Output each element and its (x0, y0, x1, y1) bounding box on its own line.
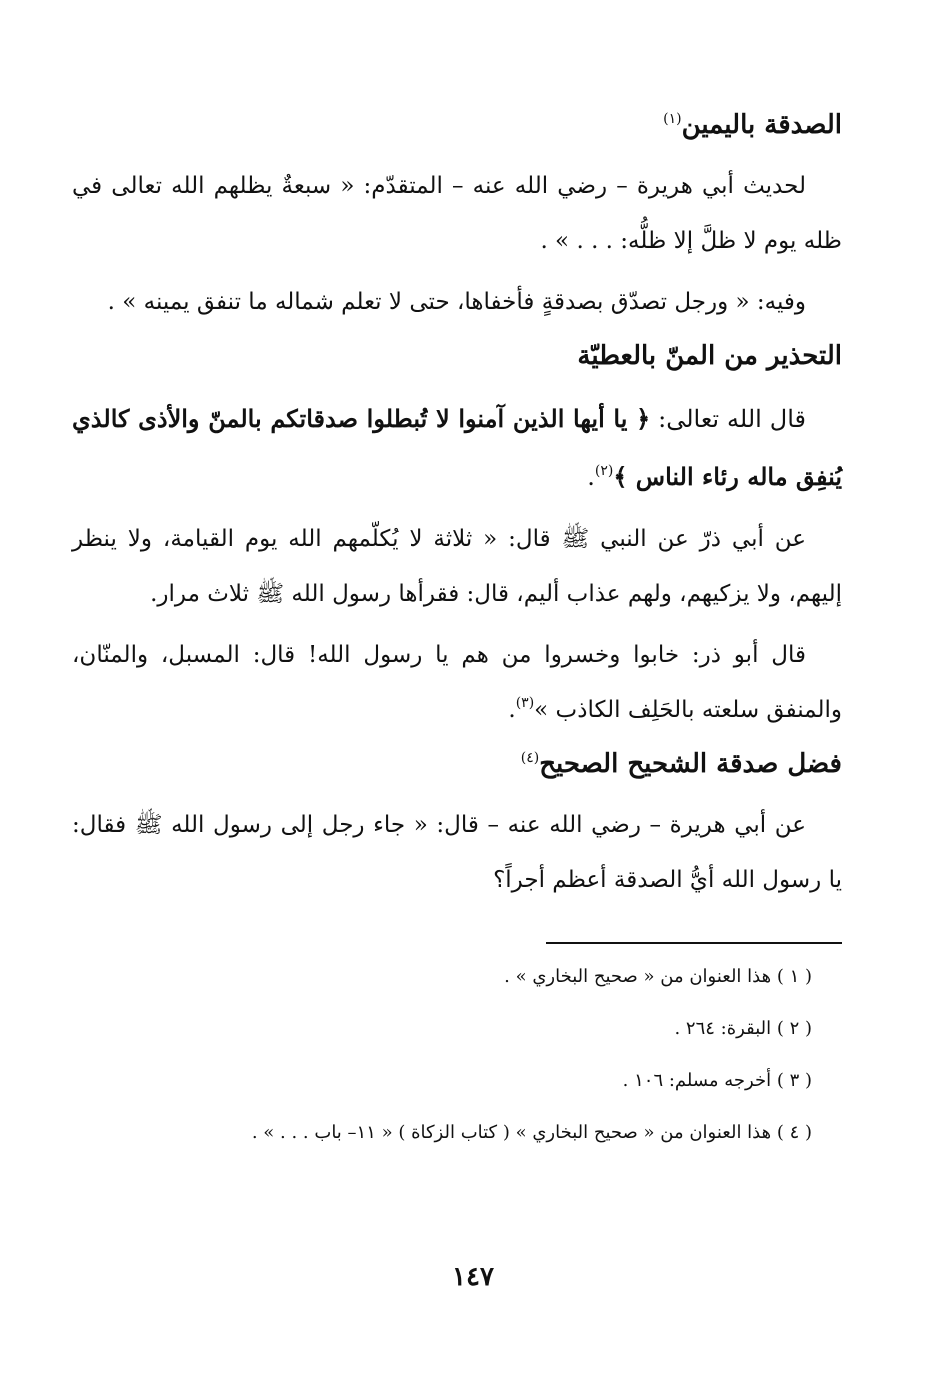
heading-text: الصدقة باليمين (681, 110, 842, 140)
paragraph-greatest-reward: عن أبي هريرة – رضي الله عنه – قال: « جاء رجل إلى رسول الله ﷺ فقال: يا رسول الله أيُّ الصدقة أعظم أجراً؟ (72, 812, 842, 893)
footnote-ref: (١) (663, 111, 682, 127)
quran-intro: قال الله تعالى: (650, 405, 807, 433)
footnote-divider (546, 942, 842, 944)
paragraph-hadith-seven-shade: لحديث أبي هريرة – رضي الله عنه – المتقدّم: « سبعةٌ يظلهم الله تعالى في ظله يوم لا ظلَّ إلا ظلُّه: . . . » . (72, 173, 842, 254)
footnote-ref: (٤) (520, 750, 540, 766)
section-heading-charity-right-hand (72, 105, 842, 145)
footnote-ref: (٢) (594, 463, 614, 479)
paragraph-hidden-charity: وفيه: « ورجل تصدّق بصدقةٍ فأخفاها، حتى لا تعلم شماله ما تنفق يمينه » . (107, 289, 806, 315)
quran-end: . (587, 463, 595, 491)
page-body (72, 105, 842, 914)
abu-dharr-end: . (508, 697, 516, 723)
paragraph-hadith-three: عن أبي ذرّ عن النبي ﷺ قال: « ثلاثة لا يُكلّمهم الله يوم القيامة، ولا ينظر إليهم، ولا يزكيهم، ولهم عذاب أليم، قال: فقرأها رسول الله ﷺ ثلاث مرار. (72, 526, 842, 607)
footnotes (72, 962, 812, 1170)
footnote-1: ( ١ ) هذا العنوان من « صحيح البخاري » . (504, 966, 812, 987)
paragraph-quran-verse (72, 390, 842, 506)
footnote-2: ( ٢ ) البقرة: ٢٦٤ . (674, 1018, 812, 1039)
section-heading-warning-reminding: التحذير من المنّ بالعطيّة (577, 341, 842, 371)
abu-dharr-text: قال أبو ذر: خابوا وخسروا من هم يا رسول الله! قال: المسبل، والمنّان، والمنفق سلعته بالحَلِف الكاذب » (72, 642, 842, 723)
heading-text: فضل صدقة الشحيح الصحيح (539, 749, 842, 779)
section-heading-stingy-charity (72, 744, 842, 784)
quran-verse-text: ﴿ يا أيها الذين آمنوا لا تُبطلوا صدقاتكم بالمنّ والأذى كالذي يُنفِق ماله رئاء الناس ﴾ (72, 404, 842, 491)
page-number: ١٤٧ (452, 1262, 494, 1292)
paragraph-abu-dharr (72, 628, 842, 738)
footnote-3: ( ٣ ) أخرجه مسلم: ١٠٦ . (622, 1070, 812, 1091)
footnote-ref: (٣) (515, 695, 535, 711)
footnote-4: ( ٤ ) هذا العنوان من « صحيح البخاري » ( كتاب الزكاة ) « ١١– باب . . . » . (251, 1122, 812, 1143)
